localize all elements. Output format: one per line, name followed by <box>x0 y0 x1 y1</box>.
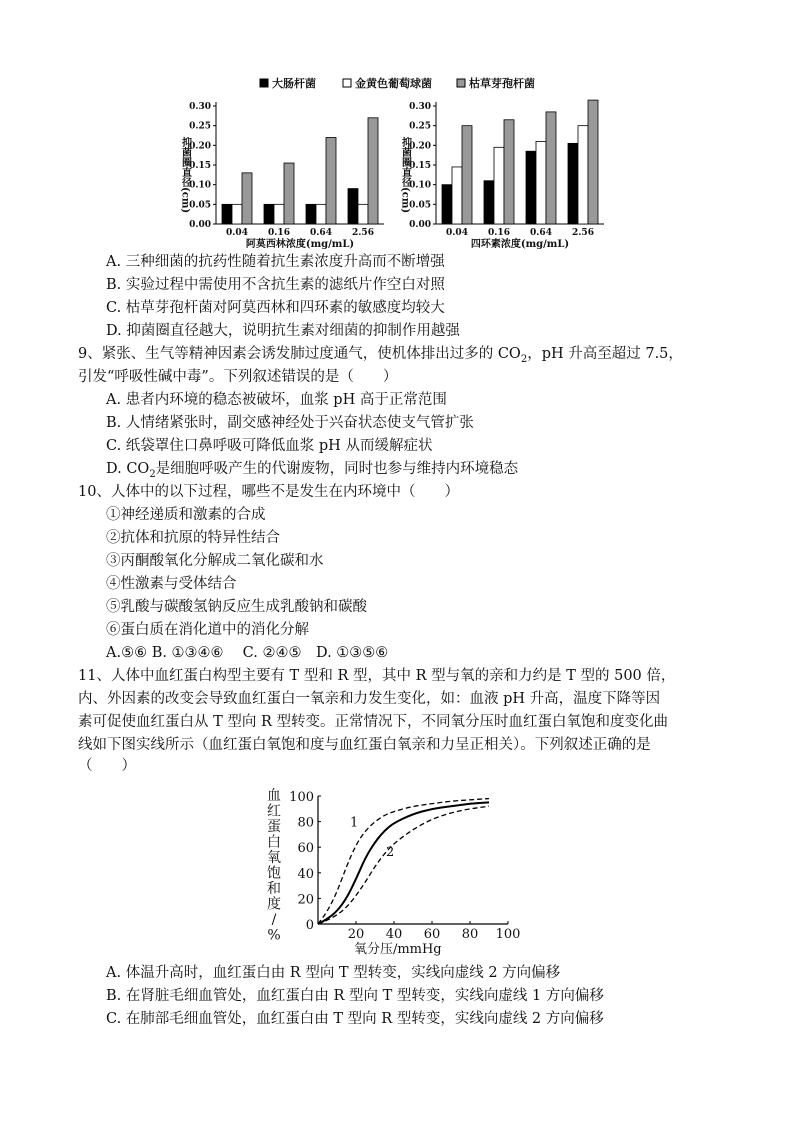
q9-stem-part2: ，pH 升高至超过 7.5， <box>527 346 683 362</box>
q11-stem-line4: 线如下图实线所示（血红蛋白氧饱和度与血红蛋白氧亲和力呈正相关）。下列叙述正确的是 <box>78 737 651 753</box>
q9-option-d-subscript: 2 <box>149 468 156 480</box>
chart1-bar-金黄色葡萄球菌-0.16 <box>274 204 284 224</box>
q10-item-1: ①神经递质和激素的合成 <box>106 507 266 523</box>
bar-chart-legend <box>258 74 558 92</box>
curve-y-axis-label-char: 度 <box>267 896 281 913</box>
chart1-bar-大肠杆菌-0.64 <box>306 204 316 224</box>
chart2-bar-枯草芽孢杆菌-0.16 <box>504 120 514 224</box>
chart2-bar-大肠杆菌-0.16 <box>484 181 494 224</box>
curve-y-axis-label-char: / <box>271 912 277 928</box>
chart1-x-tick-label: 0.64 <box>310 228 332 238</box>
chart1-bar-枯草芽孢杆菌-0.64 <box>326 137 336 224</box>
chart2-y-tick-label: 0.10 <box>409 180 431 191</box>
q9-option-d-part1: D. CO <box>106 461 150 477</box>
curve-line-实线 <box>318 802 489 924</box>
chart2-bar-大肠杆菌-2.56 <box>568 143 578 224</box>
q9-stem-subscript: 2 <box>520 353 528 365</box>
legend-svg <box>258 74 558 92</box>
q11-option-b: B. 在肾脏毛细血管处，血红蛋白由 R 型向 T 型转变，实线向虚线 1 方向偏移 <box>106 988 604 1004</box>
chart2-bar-大肠杆菌-0.04 <box>442 185 452 224</box>
chart1-x-tick-label: 2.56 <box>352 228 374 238</box>
chart1-bar-枯草芽孢杆菌-2.56 <box>368 118 378 224</box>
q11-stem-line3: 素可促使血红蛋白从 T 型向 R 型转变。正常情况下，不同氧分压时血红蛋白氧饱和度变化曲 <box>78 714 669 730</box>
curve-x-tick-label: 20 <box>347 927 365 942</box>
q8-option-c: C. 枯草芽孢杆菌对阿莫西林和四环素的敏感度均较大 <box>106 300 445 316</box>
chart2-x-tick-label: 0.04 <box>446 228 468 238</box>
curve-y-tick-label: 40 <box>297 866 314 882</box>
chart2-bar-枯草芽孢杆菌-2.56 <box>588 100 598 224</box>
legend-swatch-staph <box>343 79 351 87</box>
q10-item-5: ⑤乳酸与碳酸氢钠反应生成乳酸钠和碳酸 <box>106 599 367 615</box>
curve-x-tick-label: 100 <box>495 927 521 942</box>
bar-chart-amoxicillin <box>178 92 393 250</box>
chart2-y-tick-label: 0.30 <box>409 102 431 112</box>
chart2-bar-大肠杆菌-0.64 <box>526 151 536 224</box>
q9-stem-part1: 9、紧张、生气等精神因素会诱发肺过度通气，使机体排出过多的 CO <box>78 346 521 362</box>
chart1-x-axis-label: 阿莫西林浓度(mg/mL) <box>245 239 355 250</box>
curve-y-axis-label-char: % <box>267 927 281 944</box>
q11-option-c: C. 在肺部毛细血管处，血红蛋白由 T 型向 R 型转变，实线向虚线 2 方向偏移 <box>106 1011 604 1027</box>
chart2-y-tick-label: 0.25 <box>409 121 431 132</box>
chart2-x-axis-label: 四环素浓度(mg/mL) <box>470 239 570 250</box>
chart1-bar-金黄色葡萄球菌-0.64 <box>316 204 326 224</box>
chart2-y-axis-label: 抑菌圈直径(cm) <box>399 137 411 214</box>
legend-swatch-bacillus <box>457 79 465 87</box>
chart2-y-tick-label: 0.00 <box>409 220 431 230</box>
oxygen-saturation-chart <box>260 782 530 960</box>
chart1-y-tick-label: 0.20 <box>189 141 211 152</box>
chart2-y-tick-label: 0.15 <box>409 161 431 171</box>
q10-item-3: ③丙酮酸氧化分解成二氧化碳和水 <box>106 553 324 569</box>
q9-stem-line1 <box>78 344 683 364</box>
chart1-y-tick-label: 0.30 <box>189 102 211 112</box>
chart1-x-tick-label: 0.16 <box>268 228 290 238</box>
chart1-y-tick-label: 0.15 <box>189 161 211 171</box>
bar-chart-tetracycline-svg <box>398 92 618 250</box>
q8-option-b: B. 实验过程中需使用不含抗生素的滤纸片作空白对照 <box>106 277 445 293</box>
chart2-bar-金黄色葡萄球菌-2.56 <box>578 126 588 224</box>
curve-y-tick-label: 80 <box>297 815 314 831</box>
chart2-y-tick-label: 0.20 <box>409 141 431 152</box>
q11-stem-line2: 内、外因素的改变会导致血红蛋白一氧亲和力发生变化，如：血液 pH 升高，温度下降等因 <box>78 691 661 707</box>
curve-y-axis-label-char: 氧 <box>267 850 281 866</box>
chart2-x-tick-label: 0.16 <box>488 228 510 238</box>
q11-stem-line5: （ ） <box>78 758 136 774</box>
curve-y-tick-label: 100 <box>289 790 314 805</box>
chart1-y-tick-label: 0.05 <box>189 200 211 211</box>
curve-x-axis-label: 氧分压/mmHg <box>353 942 442 957</box>
chart2-bar-金黄色葡萄球菌-0.64 <box>536 141 546 224</box>
chart1-bar-金黄色葡萄球菌-2.56 <box>358 204 368 224</box>
curve-y-tick-label: 60 <box>297 841 314 857</box>
chart1-bar-大肠杆菌-2.56 <box>348 189 358 224</box>
chart2-x-tick-label: 2.56 <box>572 228 594 238</box>
legend-label-staph: 金黄色葡萄球菌 <box>355 77 432 90</box>
chart1-bar-枯草芽孢杆菌-0.16 <box>284 163 294 224</box>
chart2-bar-金黄色葡萄球菌-0.04 <box>452 167 462 224</box>
q11-stem-line1: 11、人体中血红蛋白构型主要有 T 型和 R 型，其中 R 型与氧的亲和力约是 T 型的 500 倍， <box>78 668 676 684</box>
q9-option-c: C. 纸袋罩住口鼻呼吸可降低血浆 pH 从而缓解症状 <box>106 438 433 454</box>
curve-y-axis-label-char: 白 <box>267 834 281 851</box>
curve-y-axis-label-char: 蛋 <box>267 819 281 835</box>
q10-stem: 10、人体中的以下过程，哪些不是发生在内环境中（ ） <box>78 484 459 500</box>
curve-y-axis-label-char: 和 <box>267 881 281 897</box>
curve-y-axis-label-char: 血 <box>267 788 281 804</box>
oxygen-saturation-chart-svg <box>260 782 530 960</box>
curve-y-axis-label-char: 饱 <box>267 865 281 882</box>
q9-stem-line2: 引发“呼吸性碱中毒”。下列叙述错误的是（ ） <box>78 369 398 385</box>
q9-option-b: B. 人情绪紧张时，副交感神经处于兴奋状态使支气管扩张 <box>106 415 474 431</box>
legend-label-bacillus: 枯草芽孢杆菌 <box>469 77 535 90</box>
q10-item-4: ④性激素与受体结合 <box>106 576 237 592</box>
q9-option-d <box>106 459 518 479</box>
chart1-bar-金黄色葡萄球菌-0.04 <box>232 204 242 224</box>
curve-y-axis-label-char: 红 <box>267 803 281 820</box>
q8-option-d: D. 抑菌圈直径越大，说明抗生素对细菌的抑制作用越强 <box>106 323 460 339</box>
q9-option-a: A. 患者内环境的稳态被破坏，血浆 pH 高于正常范围 <box>106 392 447 408</box>
q10-item-2: ②抗体和抗原的特异性结合 <box>106 530 280 546</box>
chart2-x-tick-label: 0.64 <box>530 228 552 238</box>
q8-option-a: A. 三种细菌的抗药性随着抗生素浓度升高而不断增强 <box>106 254 445 270</box>
curve-x-tick-label: 60 <box>423 927 441 942</box>
chart1-bar-大肠杆菌-0.16 <box>264 204 274 224</box>
bar-chart-amoxicillin-svg <box>178 92 393 250</box>
chart1-bar-枯草芽孢杆菌-0.04 <box>242 173 252 224</box>
curve-y-tick-label: 20 <box>297 892 314 908</box>
chart1-y-tick-label: 0.10 <box>189 180 211 191</box>
chart1-bar-大肠杆菌-0.04 <box>222 204 232 224</box>
chart2-bar-枯草芽孢杆菌-0.04 <box>462 126 472 224</box>
curve-label-1: 1 <box>349 815 359 831</box>
chart2-bar-枯草芽孢杆菌-0.64 <box>546 112 556 224</box>
curve-line-2 <box>318 806 489 924</box>
curve-y-tick-label: 0 <box>305 918 314 933</box>
chart1-x-tick-label: 0.04 <box>226 228 248 238</box>
curve-label-2: 2 <box>386 845 395 861</box>
chart1-y-axis-label: 抑菌圈直径(cm) <box>179 137 191 214</box>
q11-option-a: A. 体温升高时，血红蛋白由 R 型向 T 型转变，实线向虚线 2 方向偏移 <box>106 965 561 981</box>
chart2-bar-金黄色葡萄球菌-0.16 <box>494 147 504 224</box>
curve-x-tick-label: 40 <box>385 927 403 942</box>
q9-option-d-part2: 是细胞呼吸产生的代谢废物，同时也参与维持内环境稳态 <box>155 461 519 477</box>
q10-item-6: ⑥蛋白质在消化道中的消化分解 <box>106 622 309 638</box>
chart1-y-tick-label: 0.25 <box>189 121 211 132</box>
legend-swatch-ecoli <box>260 79 268 87</box>
chart1-y-tick-label: 0.00 <box>189 220 211 230</box>
curve-x-tick-label: 80 <box>461 927 479 942</box>
bar-chart-tetracycline <box>398 92 618 250</box>
q10-options: A.⑤⑥ B. ①③④⑥ C. ②④⑤ D. ①③⑤⑥ <box>106 645 389 661</box>
legend-label-ecoli: 大肠杆菌 <box>272 77 316 90</box>
chart2-y-tick-label: 0.05 <box>409 200 431 211</box>
